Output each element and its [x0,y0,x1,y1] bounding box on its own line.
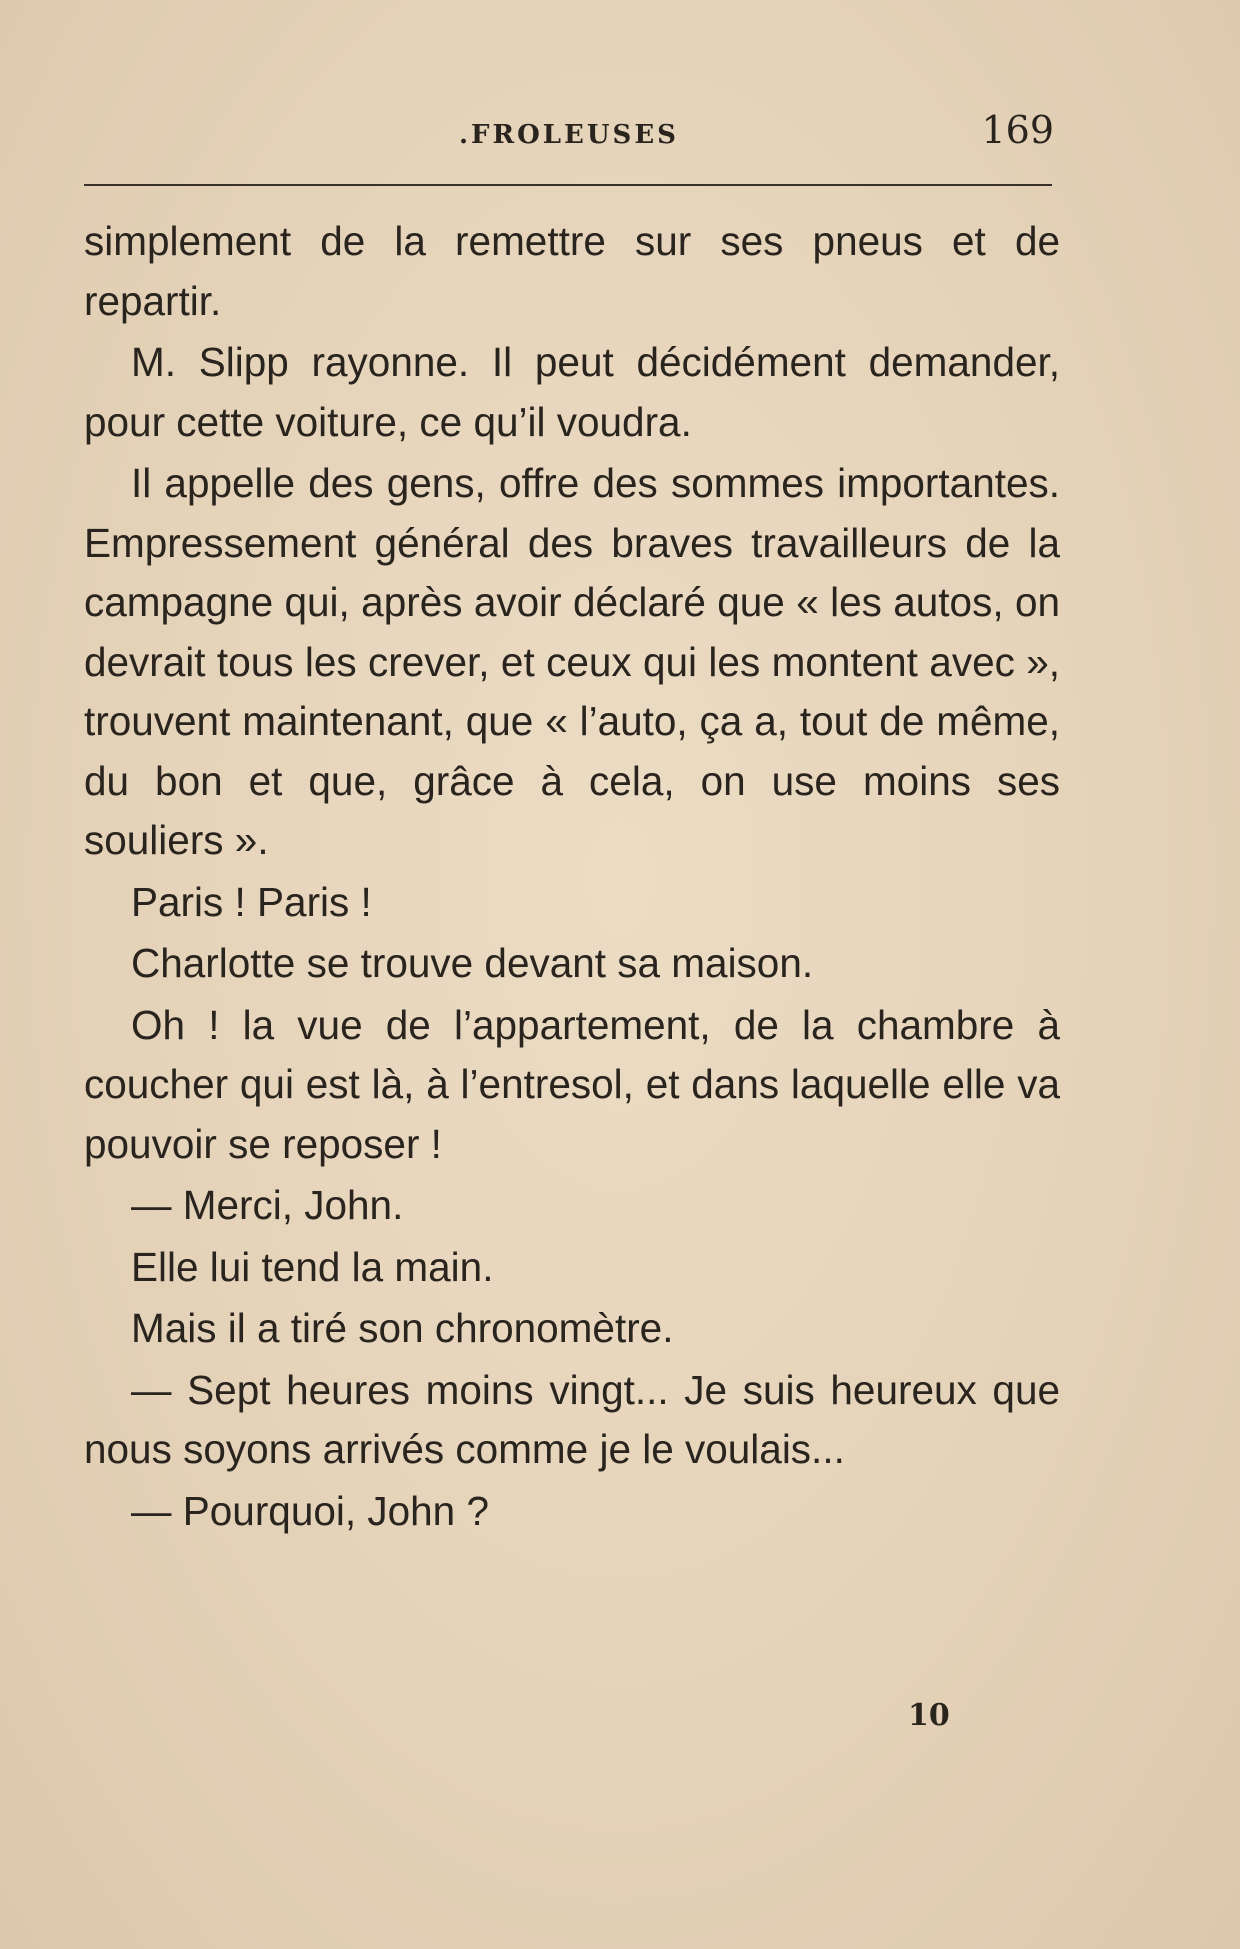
dialogue-line: — Pourquoi, John ? [131,1487,489,1534]
body-text [84,212,1060,1543]
running-head [84,108,1054,158]
paragraph: Il appelle des gens, offre des sommes importantes. Empressement général des braves travailleurs de la campagne qui, après avoir déclaré que « les autos, on devrait tous les crever, et ceux qui les montent avec », trouvent maintenant, que « l’auto, ça a, tout de même, du bon et que, grâce à cela, on use moins ses souliers ». [84,460,1060,863]
dialogue-line: — Sept heures moins vingt... Je suis heureux que nous soyons arrivés comme je le voulais... [84,1366,1060,1472]
paragraph: M. Slipp rayonne. Il peut décidément demander, pour cette voiture, ce qu’il voudra. [84,339,1060,445]
paragraph: Charlotte se trouve devant sa maison. [131,940,814,986]
paragraph: Oh ! la vue de l’appartement, de la chambre à coucher qui est là, à l’entresol, et dans laquelle elle va pouvoir se reposer ! [84,1001,1060,1167]
signature-mark: 10 [908,1698,950,1733]
paragraph: simplement de la remettre sur ses pneus et de repartir. [84,218,1060,324]
dialogue-line: — Merci, John. [131,1182,404,1228]
paragraph: Paris ! Paris ! [131,878,372,925]
paragraph: Mais il a tiré son chronomètre. [131,1305,674,1351]
paragraph: Elle lui tend la main. [131,1243,494,1290]
running-title: .FROLEUSES [459,120,679,150]
header-rule [84,184,1052,186]
page-number: 169 [981,108,1054,152]
